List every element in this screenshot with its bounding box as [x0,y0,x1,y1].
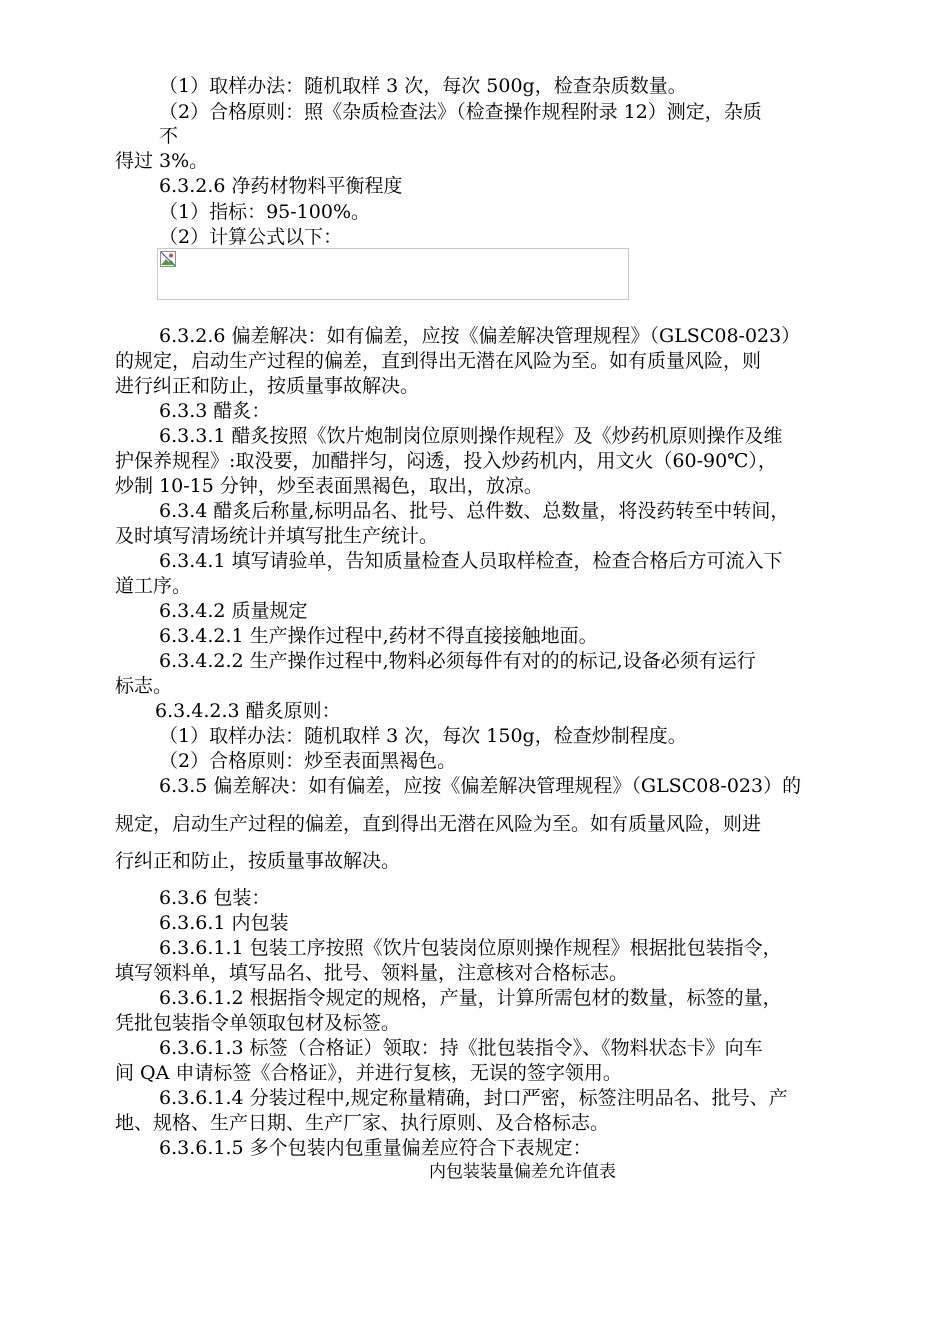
text-line: 道工序。 [115,575,192,597]
text-line: 得过 3%。 [115,150,209,172]
text-line: 6.3.4 醋炙后称量,标明品名、批号、总件数、总数量，将没药转至中转间， [159,500,790,522]
text-line: 6.3.6.1.4 分装过程中,规定称量精确，封口严密，标签注明品名、批号、产 [159,1087,788,1109]
text-line: （1）取样办法：随机取样 3 次，每次 150g，检查炒制程度。 [159,725,687,747]
section-heading: 6.3.2.6 净药材物料平衡程度 [159,175,403,197]
text-line: 6.3.5 偏差解决：如有偏差，应按《偏差解决管理规程》（GLSC08-023）的 [159,775,802,797]
formula-image-placeholder [157,248,629,300]
section-heading: 6.3.6 包装： [159,887,271,909]
text-line: 6.3.4.2.2 生产操作过程中,物料必须每件有对的的标记,设备必须有运行 [159,650,756,672]
table-caption: 内包装装量偏差允许值表 [429,1162,616,1182]
text-line: 间 QA 申请标签《合格证》，并进行复核，无误的签字领用。 [115,1062,622,1084]
text-line: （1）指标：95-100%。 [159,201,371,223]
text-line: 6.3.6.1.3 标签（合格证）领取：持《批包装指令》、《物料状态卡》向车 [159,1037,763,1059]
text-line: （2）合格原则：照《杂质检查法》（检查操作规程附录 12）测定，杂质 [159,101,762,123]
text-line: 6.3.6.1.1 包装工序按照《饮片包装岗位原则操作规程》根据批包装指令， [159,937,782,959]
text-line: 标志。 [115,675,173,697]
text-line: 炒制 10-15 分钟，炒至表面黑褐色，取出，放凉。 [115,475,543,497]
text-line: 行纠正和防止，按质量事故解决。 [115,850,401,872]
text-line: 6.3.6.1.2 根据指令规定的规格，产量，计算所需包材的数量，标签的量， [159,987,782,1009]
section-heading: 6.3.4.2 质量规定 [159,600,308,622]
section-heading: 6.3.4.2.3 醋炙原则： [155,700,341,722]
text-line: 的规定，启动生产过程的偏差，直到得出无潜在风险为至。如有质量风险，则 [115,350,762,372]
text-line: 6.3.6.1.5 多个包装内包重量偏差应符合下表规定： [159,1137,592,1159]
text-line: 进行纠正和防止，按质量事故解决。 [115,375,420,397]
text-line: 6.3.2.6 偏差解决：如有偏差，应按《偏差解决管理规程》（GLSC08-023） [159,325,801,347]
broken-image-icon [160,251,176,267]
text-line: 6.3.3.1 醋炙按照《饮片炮制岗位原则操作规程》及《炒药机原则操作及维 [159,425,783,447]
text-line: 护保养规程》:取没要，加醋拌匀，闷透，投入炒药机内，用文火（60-90℃）， [115,450,777,472]
text-line: 及时填写清场统计并填写批生产统计。 [115,525,439,547]
text-line: 规定，启动生产过程的偏差，直到得出无潜在风险为至。如有质量风险，则进 [115,813,762,835]
text-line: （2）计算公式以下： [159,226,343,248]
section-heading: 6.3.3 醋炙： [159,400,271,422]
text-line: （2）合格原则：炒至表面黑褐色。 [159,750,457,772]
text-line: 地、规格、生产日期、生产厂家、执行原则、及合格标志。 [115,1112,610,1134]
text-line: 凭批包装指令单领取包材及标签。 [115,1012,401,1034]
text-line: 不 [159,125,179,147]
text-line: 6.3.4.1 填写请验单，告知质量检查人员取样检查，检查合格后方可流入下 [159,550,783,572]
text-line: 6.3.4.2.1 生产操作过程中,药材不得直接接触地面。 [159,625,598,647]
section-heading: 6.3.6.1 内包装 [159,912,289,934]
text-line: 填写领料单，填写品名、批号、领料量，注意核对合格标志。 [115,962,629,984]
text-line: （1）取样办法：随机取样 3 次，每次 500g，检查杂质数量。 [159,75,687,97]
